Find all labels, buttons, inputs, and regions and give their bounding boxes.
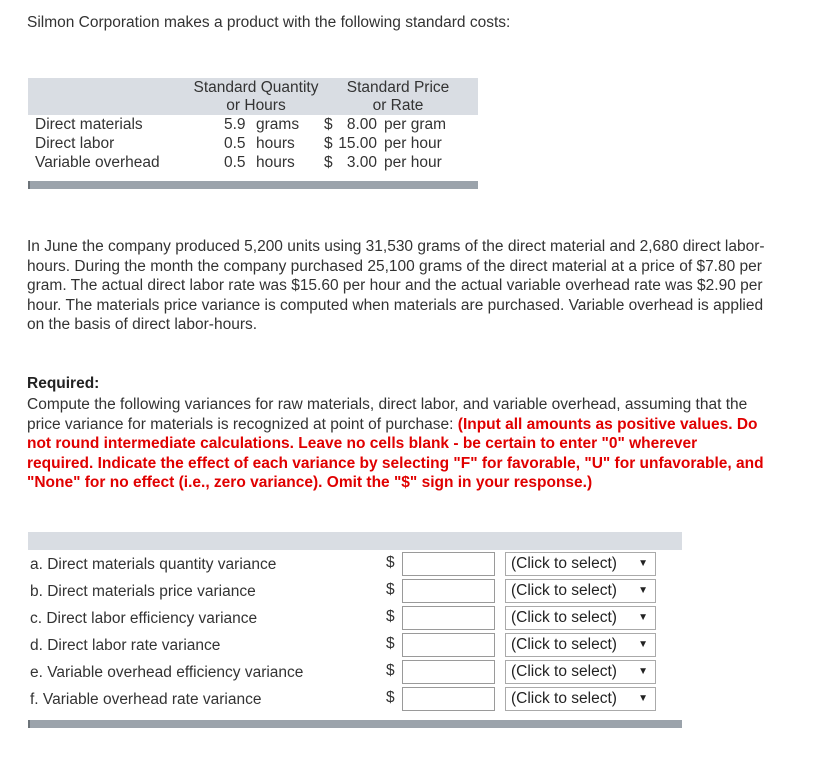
row-qty: 0.5: [224, 135, 246, 152]
amount-input-overhead-efficiency[interactable]: [402, 660, 495, 684]
answer-table-header-band: [28, 532, 682, 550]
currency-symbol: $: [386, 554, 395, 571]
chevron-down-icon: ▼: [638, 558, 648, 569]
required-red-line: "None" for no effect (i.e., zero variance). Omit the "$" sign in your response.): [27, 474, 593, 491]
required-line-plain: price variance for materials is recognized at point of purchase:: [27, 415, 458, 433]
row-price: 8.00: [346, 116, 377, 133]
row-price: 3.00: [346, 154, 377, 171]
header-std-quantity-line1: Standard Quantity: [193, 79, 319, 96]
currency-symbol: $: [386, 581, 395, 598]
paragraph-line: In June the company produced 5,200 units using 31,530 grams of the direct material and 2,680 direct labor-: [27, 238, 765, 255]
amount-input-materials-price[interactable]: [402, 579, 495, 603]
select-value: (Click to select): [511, 582, 617, 599]
row-qty: 0.5: [224, 154, 246, 171]
amount-input-labor-efficiency[interactable]: [402, 606, 495, 630]
currency-symbol: $: [386, 635, 395, 652]
standard-cost-table: [28, 78, 478, 189]
chevron-down-icon: ▼: [638, 639, 648, 650]
header-std-quantity-line2: or Hours: [226, 97, 286, 114]
paragraph-line: hour. The materials price variance is computed when materials are purchased. Variable overhead is applied: [27, 296, 764, 314]
paragraph-line: gram. The actual direct labor rate was $15.60 per hour and the actual variable overhead rate was $2.90 per: [27, 277, 763, 294]
effect-select-overhead-efficiency[interactable]: [505, 660, 656, 684]
answer-row-label: d. Direct labor rate variance: [30, 637, 221, 654]
chevron-down-icon: ▼: [638, 693, 648, 704]
row-label: Variable overhead: [35, 154, 160, 171]
select-value: (Click to select): [511, 555, 617, 572]
required-line-red: (Input all amounts as positive values. Do: [457, 415, 758, 433]
required-heading: Required:: [27, 375, 100, 392]
required-line: [27, 415, 807, 435]
answer-table-bottom-bar: [28, 720, 682, 728]
answer-row-label: e. Variable overhead efficiency variance: [30, 664, 304, 681]
required-red-line: not round intermediate calculations. Leave no cells blank - be certain to enter "0" wherever: [27, 435, 698, 452]
effect-select-labor-efficiency[interactable]: [505, 606, 656, 630]
row-label: Direct labor: [35, 135, 115, 152]
effect-select-materials-price[interactable]: [505, 579, 656, 603]
effect-select-overhead-rate[interactable]: [505, 687, 656, 711]
select-value: (Click to select): [511, 636, 617, 653]
required-red-line: required. Indicate the effect of each variance by selecting "F" for favorable, "U" for unfavorable, and: [27, 454, 764, 472]
row-qty-unit: grams: [256, 116, 300, 133]
row-price-unit: per gram: [384, 116, 447, 133]
currency-symbol: $: [386, 689, 395, 706]
paragraph-line: hours. During the month the company purchased 25,100 grams of the direct material at a price of $7.80 per: [27, 257, 762, 275]
select-value: (Click to select): [511, 663, 617, 680]
row-label: Direct materials: [35, 116, 143, 133]
effect-select-materials-quantity[interactable]: [505, 552, 656, 576]
paragraph-line: on the basis of direct labor-hours.: [27, 316, 258, 333]
row-price-symbol: $: [324, 154, 333, 171]
row-price-symbol: $: [324, 135, 333, 152]
answer-row-label: c. Direct labor efficiency variance: [30, 610, 258, 627]
answer-table: [0, 551, 833, 717]
header-std-price-line1: Standard Price: [346, 79, 450, 96]
intro-text: Silmon Corporation makes a product with the following standard costs:: [27, 14, 511, 31]
effect-select-labor-rate[interactable]: [505, 633, 656, 657]
answer-row-label: b. Direct materials price variance: [30, 583, 256, 600]
chevron-down-icon: ▼: [638, 585, 648, 596]
chevron-down-icon: ▼: [638, 666, 648, 677]
currency-symbol: $: [386, 608, 395, 625]
required-line: Compute the following variances for raw materials, direct labor, and variable overhead, assuming that the: [27, 396, 748, 413]
currency-symbol: $: [386, 662, 395, 679]
row-price-symbol: $: [324, 116, 333, 133]
chevron-down-icon: ▼: [638, 612, 648, 623]
row-qty-unit: hours: [256, 154, 295, 171]
table-bottom-bar: [28, 181, 478, 189]
row-qty-unit: hours: [256, 135, 295, 152]
required-instructions: [27, 395, 807, 493]
row-price-unit: per hour: [384, 154, 442, 171]
select-value: (Click to select): [511, 690, 617, 707]
row-qty: 5.9: [224, 116, 246, 133]
amount-input-labor-rate[interactable]: [402, 633, 495, 657]
answer-row-label: f. Variable overhead rate variance: [30, 691, 262, 708]
header-std-price-line2: or Rate: [372, 97, 424, 114]
amount-input-overhead-rate[interactable]: [402, 687, 495, 711]
answer-row-label: a. Direct materials quantity variance: [30, 556, 277, 573]
select-value: (Click to select): [511, 609, 617, 626]
row-price-unit: per hour: [384, 135, 442, 152]
amount-input-materials-quantity[interactable]: [402, 552, 495, 576]
row-price: 15.00: [338, 135, 377, 152]
problem-paragraph: [27, 237, 807, 335]
